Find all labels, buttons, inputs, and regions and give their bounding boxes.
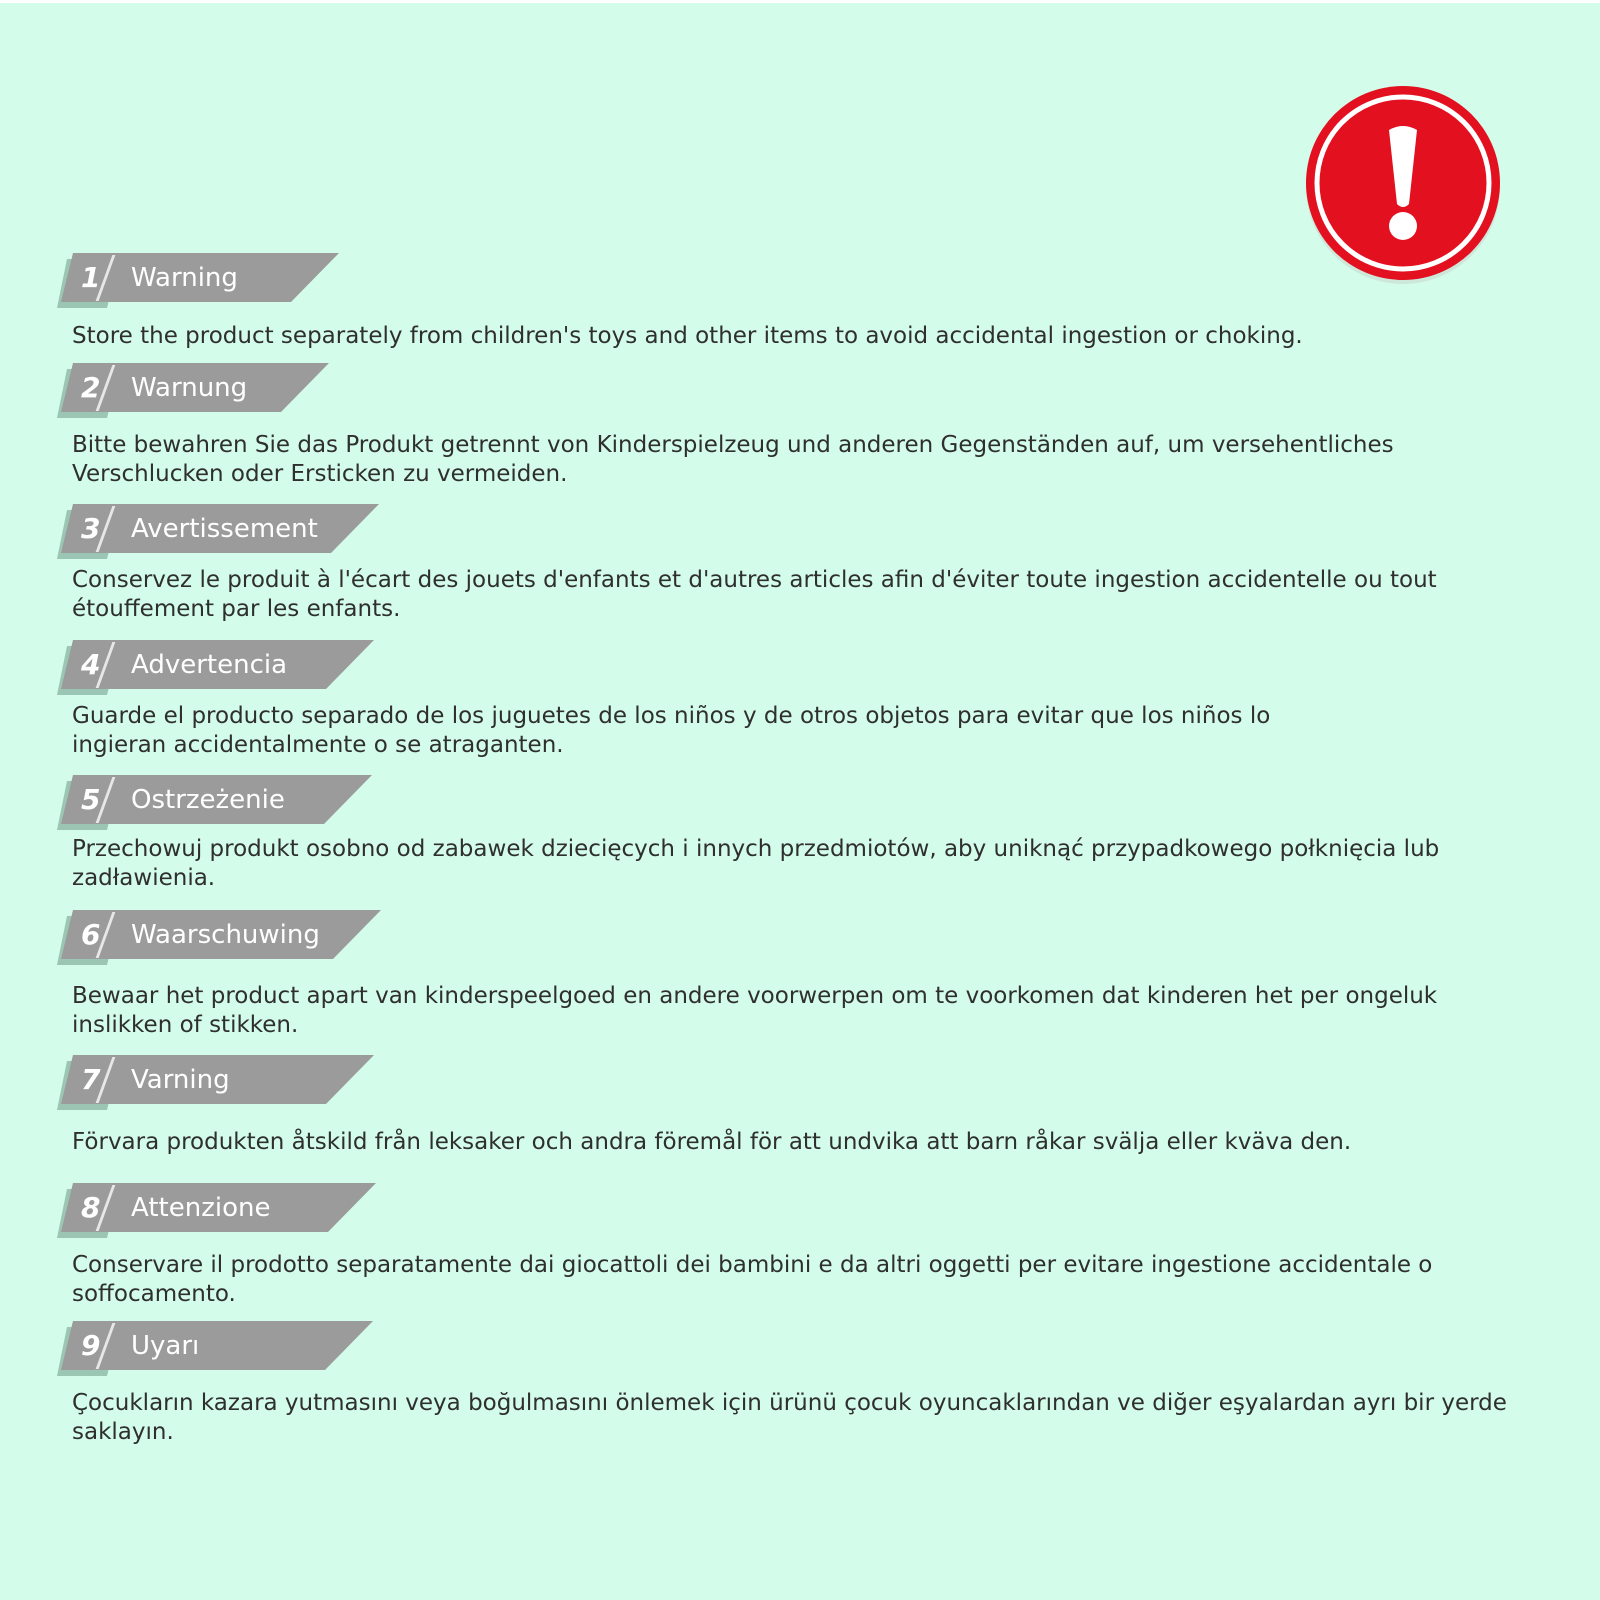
section-text: Guarde el producto separado de los juguetes de los niños y de otros objetos para evitar que los niños lo ingieran accidentalmente o se atraganten. [72,703,1271,758]
section-text: Store the product separately from children's toys and other items to avoid accidental ingestion or choking. [72,323,1303,349]
section-title: Ostrzeżenie [131,785,285,815]
section-text: Conservez le produit à l'écart des jouets d'enfants et d'autres articles afin d'éviter toute ingestion accidentelle ou tout étouffement par les enfants. [72,567,1437,622]
section-number: 4 [81,648,101,681]
section-label [57,1055,397,1110]
section-number: 9 [81,1329,101,1362]
section-title: Warnung [131,373,248,403]
section-title: Varning [131,1065,230,1095]
section-title: Advertencia [131,650,288,680]
top-border [0,0,1600,3]
section-number: 7 [81,1063,101,1096]
section-number: 5 [81,783,101,816]
section-title: Avertissement [131,514,318,544]
section-label [57,910,397,965]
section-number: 6 [81,918,101,951]
section-text: Bewaar het product apart van kinderspeelgoed en andere voorwerpen om te voorkomen dat kinderen het per ongeluk inslikken of stikken. [72,983,1438,1038]
section-label [57,640,397,695]
section-label [57,1183,397,1238]
section-label [57,253,397,308]
section-text: Çocukların kazara yutmasını veya boğulmasını önlemek için ürünü çocuk oyuncaklarından ve diğer eşyalardan ayrı bir yerde saklayın. [72,1390,1507,1445]
section-title: Uyarı [131,1331,200,1361]
section-text: Förvara produkten åtskild från leksaker och andra föremål för att undvika att barn råkar svälja eller kväva den. [72,1129,1352,1155]
section-label [57,1321,397,1376]
section-label [57,775,397,830]
section-number: 8 [81,1191,101,1224]
section-title: Warning [131,263,238,293]
section-text: Bitte bewahren Sie das Produkt getrennt von Kinderspielzeug und anderen Gegenständen auf, um versehentliches Verschlucken oder Ersticken zu vermeiden. [72,432,1394,487]
section-number: 3 [81,512,101,545]
section-number: 1 [81,261,101,294]
section-label [57,504,397,559]
section-number: 2 [81,371,101,404]
section-text: Przechowuj produkt osobno od zabawek dziecięcych i innych przedmiotów, aby uniknąć przypadkowego połknięcia lub zadławienia. [72,836,1440,891]
exclamation-warning-icon [1303,86,1503,286]
section-title: Waarschuwing [131,920,320,950]
section-label [57,363,397,418]
section-title: Attenzione [131,1193,271,1223]
section-text: Conservare il prodotto separatamente dai giocattoli dei bambini e da altri oggetti per evitare ingestione accidentale o soffocamento. [72,1252,1433,1307]
